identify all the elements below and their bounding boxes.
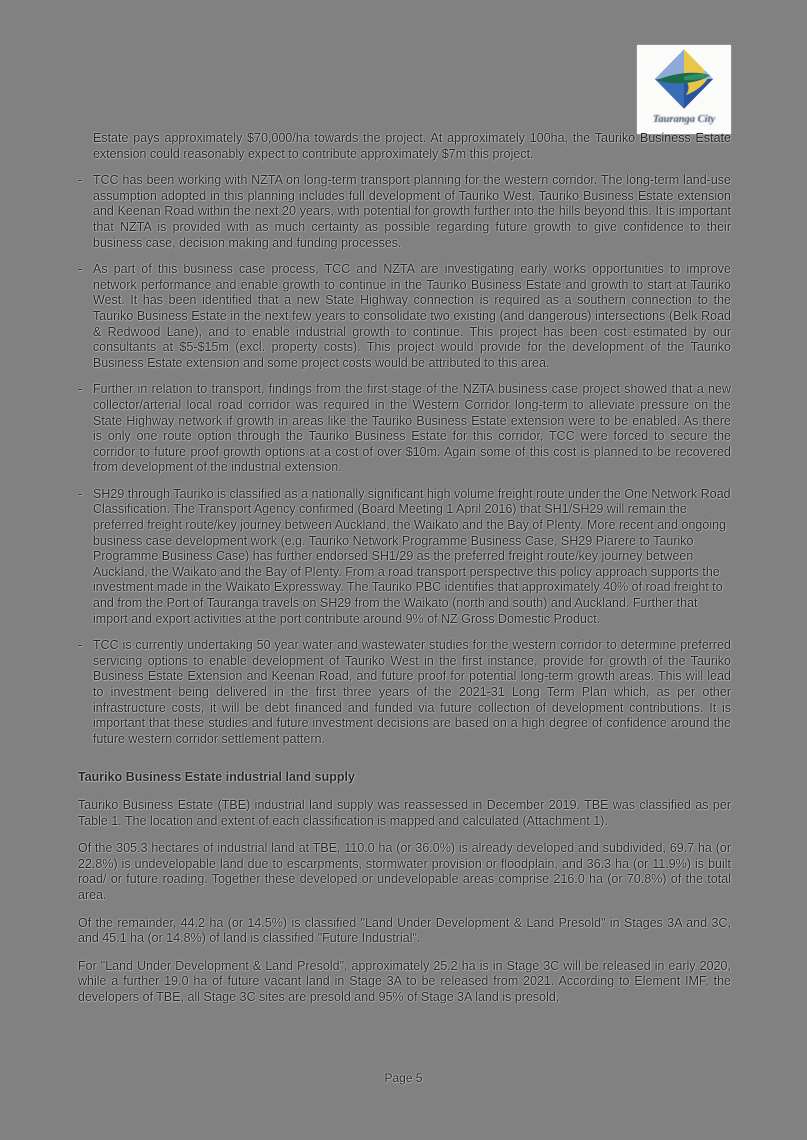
bullet-text: Further in relation to transport, findings from the first stage of the NZTA business case project showed that a new collector/arterial local road corridor was required in the Western Corridor long-term to alleviate pressure on the State Highway network if growth in areas like the Tauriko Business Estate extension were to be enabled. As there is only one route option through the Tauriko Business Estate for this corridor, TCC were forced to secure the corridor to future proof growth options at a cost of over $10m. Again some of this cost is planned to be recovered from development of the industrial extension.: [93, 382, 731, 475]
intro-paragraph: Estate pays approximately $70,000/ha towards the project. At approximately 100ha, the Tauriko Business Estate extension could reasonably expect to contribute approximately $7m this project.: [93, 131, 731, 161]
bullet-text: TCC has been working with NZTA on long-term transport planning for the western corridor. The long-term land-use assumption adopted in this planning includes full development of Tauriko West, Tauriko Business Estate extension and Keenan Road within the next 20 years, with potential for growth further into the hills beyond this. It is important that NZTA is provided with as much certainty as possible regarding future growth to give confidence to their business case, decision making and funding processes.: [93, 173, 731, 250]
tauranga-city-diamond-icon: [653, 45, 715, 115]
bullet-text: TCC is currently undertaking 50 year water and wastewater studies for the western corridor to determine preferred servicing options to enable development of Tauriko West in the first instance, provide for growth of the Tauriko Business Estate Extension and Keenan Road, and future proof for potential long-term growth areas. This will lead to investment being delivered in the first three years of the 2021-31 Long Term Plan which, as per other infrastructure costs, it will be debt financed and funded via future collection of development contributions. It is important that these studies and future investment decisions are based on a high degree of confidence around the future western corridor settlement pattern.: [93, 638, 731, 746]
body-paragraph: Of the 305.3 hectares of industrial land at TBE, 110.0 ha (or 36.0%) is already developed and subdivided, 69.7 ha (or 22.8%) is undevelopable land due to escarpments, stormwater provision or floodplain, and 36.3 ha (or 11.9%) is built road/ or future roading. Together these developed or undevelopable areas comprise 216.0 ha (or 70.8%) of the total area.: [78, 841, 731, 902]
bullet-item: [78, 173, 731, 251]
bullet-item: [78, 638, 731, 747]
council-logo: [637, 45, 731, 134]
bullet-text: SH29 through Tauriko is classified as a nationally significant high volume freight route under the One Network Road Classification. The Transport Agency confirmed (Board Meeting 1 April 2016) that SH1/SH29 will remain the preferred freight route/key journey between Auckland, the Waikato and the Bay of Plenty. More recent and ongoing business case development work (e.g. Tauriko Network Programme Business Case, SH29 Piarere to Tauriko Programme Business Case) has further endorsed SH1/29 as the preferred freight route/key journey between Auckland, the Waikato and the Bay of Plenty. From a road transport perspective this policy approach supports the investment made in the Waikato Expressway. The Tauriko PBC identifies that approximately 40% of road freight to and from the Port of Tauranga travels on SH29 from the Waikato (north and south) and Auckland. Further that import and export activities at the port contribute around 9% of NZ Gross Domestic Product.: [93, 486, 731, 626]
body-paragraph: Tauriko Business Estate (TBE) industrial land supply was reassessed in December 2019. TBE was classified as per Table 1. The location and extent of each classification is mapped and calculated (Attachment 1).: [78, 797, 731, 828]
bullet-marker: -: [78, 262, 83, 277]
section-heading: Tauriko Business Estate industrial land supply: [78, 770, 355, 785]
body-paragraph: Of the remainder, 44.2 ha (or 14.5%) is classified "Land Under Development & Land Presold" in Stages 3A and 3C, and 45.1 ha (or 14.8%) of land is classified "Future Industrial".: [78, 915, 731, 946]
logo-wordmark: Tauranga City: [652, 114, 716, 125]
document-body: [78, 131, 731, 1006]
bullet-marker: -: [78, 638, 83, 653]
body-paragraph: For "Land Under Development & Land Presold", approximately 25.2 ha is in Stage 3C will be released in early 2020, while a further 19.0 ha of future vacant land in Stage 3A to be released from 2021. According to Element IMF, the developers of TBE, all Stage 3C sites are presold and 95% of Stage 3A land is presold,: [78, 958, 731, 1004]
bullet-marker: -: [78, 382, 83, 397]
bullet-list: [78, 173, 731, 747]
bullet-marker: -: [78, 173, 83, 188]
bullet-item: [78, 487, 731, 627]
page-number-footer: Page 5: [384, 1071, 423, 1085]
bullet-item: [78, 262, 731, 371]
bullet-item: [78, 382, 731, 476]
bullet-marker: -: [78, 486, 83, 501]
bullet-text: As part of this business case process, TCC and NZTA are investigating early works opportunities to improve network performance and enable growth to continue in the Tauriko Business Estate and growth to start at Tauriko West. It has been identified that a new State Highway connection is required as a southern connection to the Tauriko Business Estate in the next few years to consolidate two existing (and dangerous) intersections (Belk Road & Redwood Lane), and to enable industrial growth to continue. This project has been cost estimated by our consultants at $5-$15m (excl. property costs). This project would provide for the development of the Tauriko Business Estate extension and some project costs would be attributed to this area.: [93, 262, 731, 370]
